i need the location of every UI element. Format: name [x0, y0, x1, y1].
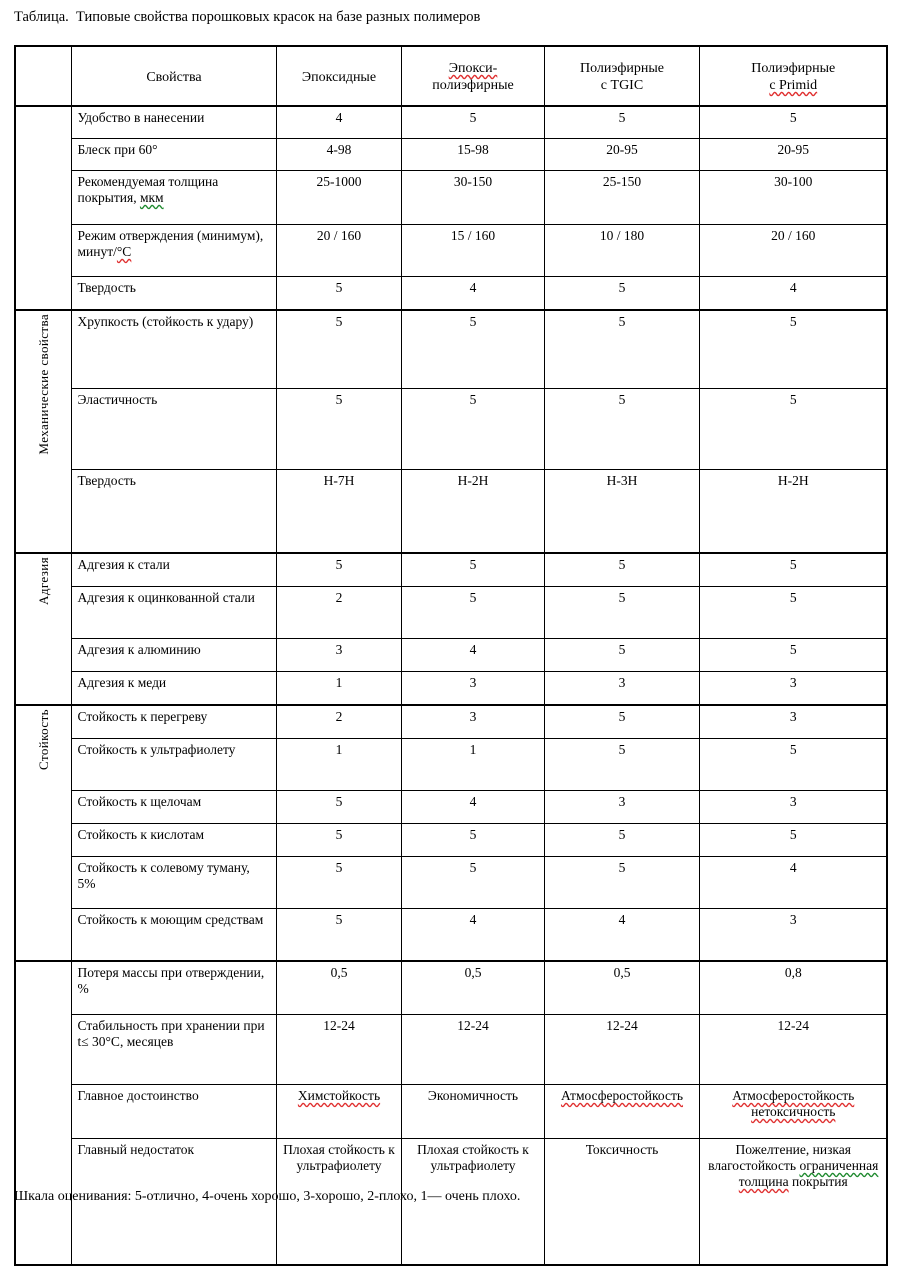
header-epoxy-polyester-line1: Эпокси- [448, 61, 498, 76]
header-property: Свойства [71, 46, 276, 106]
row-value: 4 [401, 277, 544, 311]
row-value: 5 [699, 553, 887, 587]
row-value: 4 [401, 909, 544, 962]
row-value: 20 / 160 [699, 225, 887, 277]
row-property: Адгезия к алюминию [71, 639, 276, 672]
row-property: Стойкость к щелочам [71, 791, 276, 824]
header-column-polyester-tgic [544, 46, 699, 106]
table-row [15, 106, 887, 139]
group-label-mechanical [15, 310, 71, 553]
row-value: 5 [544, 639, 699, 672]
row-value: 5 [276, 824, 401, 857]
table-row [15, 909, 887, 962]
row-value: 4-98 [276, 139, 401, 171]
header-polyester-tgic-line1: Полиэфирные [579, 61, 664, 76]
row-value: 0,5 [401, 961, 544, 1015]
row-value: 4 [401, 639, 544, 672]
header-column-epoxy-polyester [401, 46, 544, 106]
row-value: 5 [276, 857, 401, 909]
row-value: 0,8 [699, 961, 887, 1015]
row-value: 4 [699, 857, 887, 909]
row-value: Плохая стойкость к ультрафиолету [276, 1139, 401, 1266]
row-property: Стойкость к кислотам [71, 824, 276, 857]
row-value: 1 [401, 739, 544, 791]
row-value: 30-150 [401, 171, 544, 225]
table-row [15, 961, 887, 1015]
row-value: 5 [276, 389, 401, 470]
table-row [15, 310, 887, 389]
row-value: 5 [699, 310, 887, 389]
row-value: 3 [401, 672, 544, 706]
table-row [15, 739, 887, 791]
row-value: 5 [276, 791, 401, 824]
row-value: 5 [401, 389, 544, 470]
row-value: 20 / 160 [276, 225, 401, 277]
row-property: Стойкость к перегреву [71, 705, 276, 739]
row-value: 5 [699, 106, 887, 139]
row-value: 12-24 [276, 1015, 401, 1085]
row-property: Адгезия к оцинкованной стали [71, 587, 276, 639]
header-polyester-primid-line1: Полиэфирные [751, 61, 836, 76]
row-value: 12-24 [699, 1015, 887, 1085]
row-property: Стойкость к солевому туману, 5% [71, 857, 276, 909]
row-value: 5 [699, 639, 887, 672]
row-property: Эластичность [71, 389, 276, 470]
row-value: Н-7Н [276, 470, 401, 554]
row-property: Твердость [71, 277, 276, 311]
row-value: 10 / 180 [544, 225, 699, 277]
header-column-polyester-primid [699, 46, 887, 106]
row-value: 15 / 160 [401, 225, 544, 277]
row-value: Химстойкость [276, 1085, 401, 1139]
row-property: Адгезия к стали [71, 553, 276, 587]
row-value: 4 [699, 277, 887, 311]
row-value: 12-24 [401, 1015, 544, 1085]
row-value: 5 [544, 389, 699, 470]
row-value: Н-3Н [544, 470, 699, 554]
row-value: Атмосферостойкость [544, 1085, 699, 1139]
row-value: Атмосферостойкость нетоксичность [699, 1085, 887, 1139]
group-label-general [15, 106, 71, 310]
table-row [15, 277, 887, 311]
row-value: 5 [699, 587, 887, 639]
row-value: 5 [544, 857, 699, 909]
row-value: 30-100 [699, 171, 887, 225]
table-header-row [15, 46, 887, 106]
row-value: 5 [699, 389, 887, 470]
row-value: 4 [276, 106, 401, 139]
table-row [15, 1015, 887, 1085]
row-value: 5 [544, 277, 699, 311]
row-property: Главное достоинство [71, 1085, 276, 1139]
table-row [15, 1085, 887, 1139]
group-label-resistance-text: Стойкость [35, 709, 51, 770]
table-row [15, 705, 887, 739]
row-value: Н-2Н [401, 470, 544, 554]
group-label-adhesion-text: Адгезия [35, 557, 51, 605]
scale-note: Шкала оценивания: 5-отлично, 4-очень хорошо, 3-хорошо, 2-плохо, 1— очень плохо. [14, 1189, 521, 1204]
row-value: 2 [276, 705, 401, 739]
row-value: 5 [401, 824, 544, 857]
row-value: Плохая стойкость к ультрафиолету [401, 1139, 544, 1266]
row-value: 15-98 [401, 139, 544, 171]
table-row [15, 171, 887, 225]
row-value: 5 [699, 824, 887, 857]
row-value: Пожелтение, низкая влагостойкость ограниченная толщина покрытия [699, 1139, 887, 1266]
row-value: 4 [544, 909, 699, 962]
row-property: Блеск при 60° [71, 139, 276, 171]
row-value: 3 [544, 791, 699, 824]
row-value: 3 [401, 705, 544, 739]
properties-table-container [14, 45, 886, 1266]
row-value: 5 [699, 739, 887, 791]
row-value: 3 [699, 909, 887, 962]
group-label-mechanical-text: Механические свойства [35, 314, 51, 455]
row-property: Хрупкость (стойкость к удару) [71, 310, 276, 389]
row-value: 20-95 [544, 139, 699, 171]
row-value: Токсичность [544, 1139, 699, 1266]
row-value: 5 [276, 553, 401, 587]
table-row [15, 225, 887, 277]
row-value: 1 [276, 739, 401, 791]
row-value: 5 [544, 553, 699, 587]
row-property: Адгезия к меди [71, 672, 276, 706]
row-value: 5 [401, 587, 544, 639]
header-epoxy-line1: Эпоксидные [301, 69, 377, 85]
table-row [15, 470, 887, 554]
row-property: Стойкость к ультрафиолету [71, 739, 276, 791]
row-property: Удобство в нанесении [71, 106, 276, 139]
header-group-cell [15, 46, 71, 106]
row-property: Стойкость к моющим средствам [71, 909, 276, 962]
row-value: 3 [699, 672, 887, 706]
row-value: 3 [699, 705, 887, 739]
document-title: Таблица. Типовые свойства порошковых красок на базе разных полимеров [14, 9, 481, 25]
row-value: 5 [401, 310, 544, 389]
row-value: 0,5 [544, 961, 699, 1015]
table-row [15, 672, 887, 706]
row-value: 5 [276, 277, 401, 311]
row-value: 3 [699, 791, 887, 824]
row-value: 25-150 [544, 171, 699, 225]
table-row [15, 389, 887, 470]
table-row [15, 639, 887, 672]
row-value: Экономичность [401, 1085, 544, 1139]
group-label-misc [15, 961, 71, 1265]
header-polyester-tgic-line2: с TGIC [600, 78, 644, 93]
row-value: 12-24 [544, 1015, 699, 1085]
row-value: 2 [276, 587, 401, 639]
row-value: 5 [544, 824, 699, 857]
table-row [15, 553, 887, 587]
row-value: 5 [401, 106, 544, 139]
row-property: Твердость [71, 470, 276, 554]
row-value: 4 [401, 791, 544, 824]
row-value: 5 [544, 587, 699, 639]
row-value: 5 [544, 310, 699, 389]
row-property: Рекомендуемая толщина покрытия, мкм [71, 171, 276, 225]
table-row [15, 791, 887, 824]
row-value: 20-95 [699, 139, 887, 171]
table-row [15, 587, 887, 639]
header-polyester-primid-line2: с Primid [769, 78, 818, 93]
row-value: 1 [276, 672, 401, 706]
row-value: 5 [401, 553, 544, 587]
row-value: 25-1000 [276, 171, 401, 225]
row-value: 5 [276, 310, 401, 389]
row-value: 5 [276, 909, 401, 962]
row-value: 5 [401, 857, 544, 909]
row-value: 3 [276, 639, 401, 672]
properties-table [14, 45, 888, 1266]
row-value: 0,5 [276, 961, 401, 1015]
row-property: Стабильность при хранении при t≤ 30°С, месяцев [71, 1015, 276, 1085]
row-value: Н-2Н [699, 470, 887, 554]
row-value: 5 [544, 739, 699, 791]
table-row [15, 857, 887, 909]
row-property: Режим отверждения (минимум), минут/°С [71, 225, 276, 277]
group-label-adhesion [15, 553, 71, 705]
row-value: 5 [544, 705, 699, 739]
table-row [15, 824, 887, 857]
table-row [15, 139, 887, 171]
header-epoxy-polyester-line2: полиэфирные [432, 78, 514, 93]
row-property: Потеря массы при отверждении, % [71, 961, 276, 1015]
row-value: 5 [544, 106, 699, 139]
row-property: Главный недостаток [71, 1139, 276, 1266]
group-label-resistance [15, 705, 71, 961]
row-value: 3 [544, 672, 699, 706]
header-column-epoxy [276, 46, 401, 106]
